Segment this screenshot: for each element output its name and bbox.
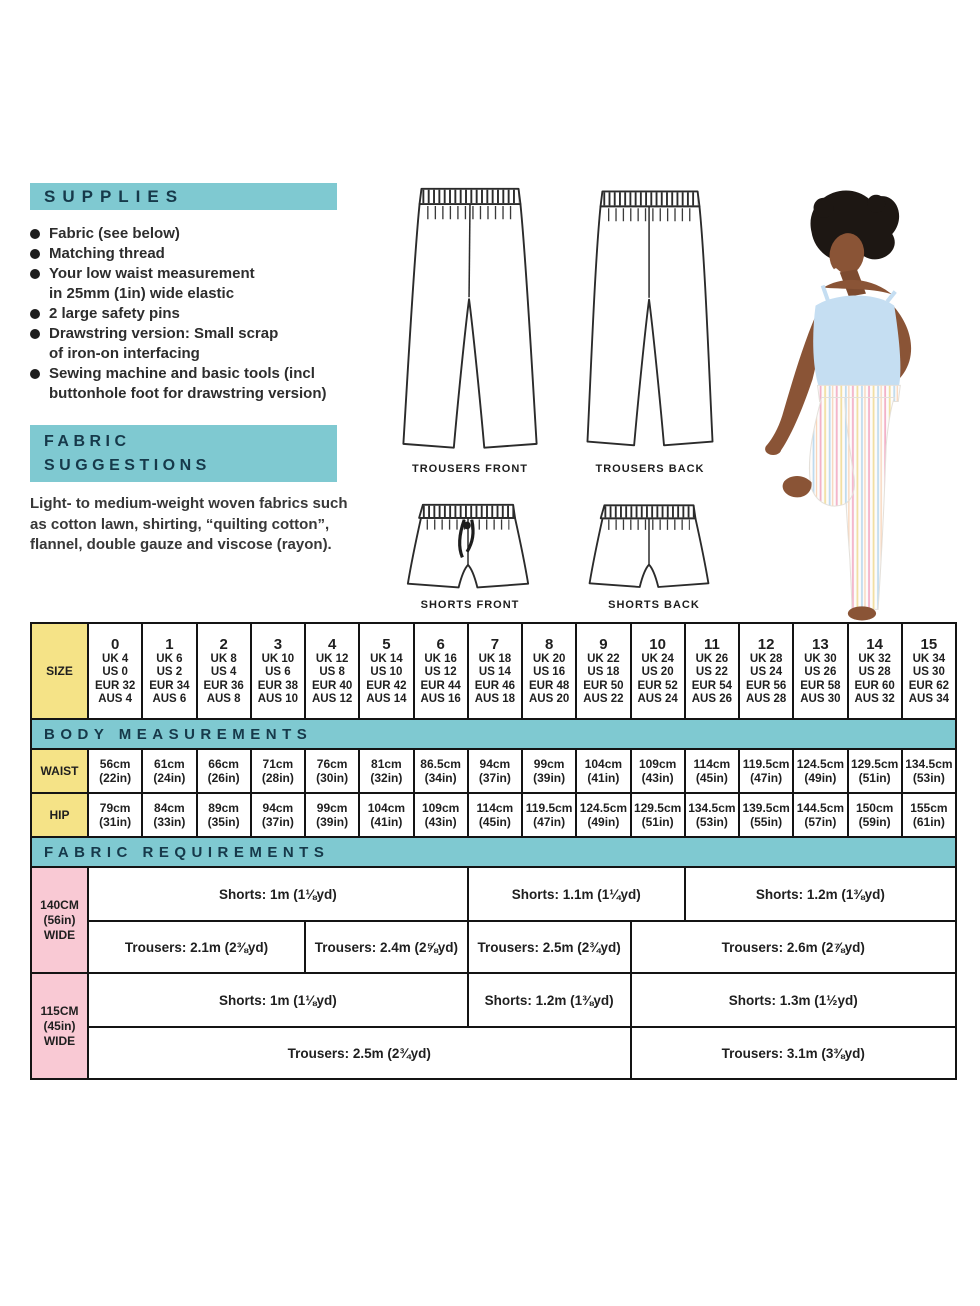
size-number: 12 [757, 635, 775, 653]
measurement-cell [358, 750, 412, 792]
measurement-cell [521, 794, 575, 836]
size-cell [575, 624, 629, 718]
measurement-cell [575, 750, 629, 792]
size-number: 2 [219, 635, 228, 653]
measurement-in: (53in) [912, 771, 945, 785]
measurement-in: (47in) [533, 815, 566, 829]
measurement-cm: 104cm [584, 756, 623, 771]
size-us: US 24 [750, 666, 783, 678]
measurement-cm: 139.5cm [742, 800, 790, 815]
size-number: 14 [866, 635, 883, 653]
fabric-requirement-cell: Shorts: 1.3m (1½yd) [630, 974, 956, 1026]
size-number: 1 [165, 635, 174, 653]
supplies-item [30, 364, 350, 404]
measurement-in: (45in) [695, 771, 728, 785]
supplies-list [30, 224, 350, 404]
measurement-cm: 124.5cm [796, 756, 845, 771]
size-us: US 26 [804, 666, 837, 678]
size-number: 6 [436, 635, 445, 653]
supplies-item [30, 304, 350, 324]
measurement-cell [575, 794, 629, 836]
size-cell [250, 624, 304, 718]
measurement-cell [901, 794, 955, 836]
size-aus: AUS 34 [908, 693, 950, 705]
size-eur: EUR 40 [311, 679, 353, 692]
measurement-cm: 76cm [316, 756, 348, 771]
measurement-cm: 86.5cm [420, 756, 461, 771]
size-aus: AUS 6 [152, 693, 187, 705]
measurement-cm: 61cm [154, 756, 185, 771]
measurement-in: (35in) [207, 815, 240, 829]
measurement-cell [87, 794, 141, 836]
size-cell [738, 624, 792, 718]
size-us: US 20 [641, 666, 674, 678]
measurement-in: (41in) [370, 815, 403, 829]
fabric-width-label: 115CM (45in) WIDE [32, 974, 87, 1078]
measurement-cell [196, 794, 250, 836]
measurement-cm: 114cm [476, 800, 514, 815]
size-us: US 22 [695, 666, 728, 678]
measurement-cell [467, 794, 521, 836]
model-photo [753, 172, 980, 624]
measurement-in: (45in) [478, 815, 511, 829]
size-uk: UK 18 [478, 652, 512, 665]
size-number: 3 [273, 635, 283, 653]
shorts-front-label: SHORTS FRONT [420, 599, 520, 611]
bullet-icon [30, 309, 40, 319]
size-cell [304, 624, 358, 718]
size-number: 5 [382, 635, 391, 653]
measurement-cm: 129.5cm [633, 800, 682, 815]
size-cell [358, 624, 412, 718]
body-measurements-title: BODY MEASUREMENTS [44, 726, 313, 743]
size-us: US 2 [156, 666, 183, 678]
size-number: 13 [812, 635, 829, 653]
measurement-in: (55in) [750, 815, 783, 829]
measurement-in: (47in) [750, 771, 783, 785]
size-eur: EUR 44 [420, 679, 461, 692]
measurement-cell [358, 794, 412, 836]
size-eur: EUR 34 [149, 679, 190, 692]
measurement-cell [684, 794, 738, 836]
fabric-requirements-title: FABRIC REQUIREMENTS [44, 844, 330, 861]
size-uk: UK 14 [370, 652, 403, 665]
measurement-in: (51in) [858, 771, 891, 785]
supplies-item-text: Fabric (see below) [49, 225, 180, 242]
size-aus: AUS 20 [528, 693, 570, 705]
measurement-in: (43in) [641, 771, 674, 785]
size-eur: EUR 38 [257, 679, 299, 692]
size-us: US 8 [319, 666, 345, 678]
size-eur: EUR 50 [583, 679, 624, 692]
bullet-icon [30, 229, 40, 239]
size-uk: UK 24 [641, 652, 674, 665]
supplies-item-text: Your low waist measurement in 25mm (1in) wide elastic [49, 265, 255, 302]
measurement-cm: 79cm [99, 800, 131, 815]
size-us: US 28 [858, 666, 891, 678]
size-uk: UK 8 [210, 652, 237, 665]
size-cell [141, 624, 195, 718]
measurement-in: (28in) [261, 771, 294, 785]
measurement-in: (57in) [804, 815, 837, 829]
fabric-requirements-header [32, 836, 955, 866]
size-us: US 0 [102, 666, 128, 678]
measurement-in: (59in) [858, 815, 891, 829]
measurement-cell [792, 794, 846, 836]
fabric-requirement-cell: Trousers: 2.4m (2⅝yd) [304, 920, 467, 972]
size-and-fabric-tables [30, 622, 957, 1080]
size-number: 11 [703, 635, 720, 653]
measurement-cell [413, 794, 467, 836]
measurement-cell [738, 750, 792, 792]
measurement-in: (37in) [478, 771, 511, 785]
measurement-in: (22in) [99, 771, 132, 785]
hip-row-label: HIP [32, 794, 87, 836]
fabric-requirement-cell: Trousers: 3.1m (3⅜yd) [630, 1026, 956, 1078]
measurement-cell [413, 750, 467, 792]
measurement-cm: 134.5cm [688, 800, 736, 815]
measurement-cm: 94cm [479, 756, 511, 771]
trousers-front-label: TROUSERS FRONT [411, 463, 529, 475]
measurement-cm: 94cm [262, 800, 294, 815]
measurement-cell [901, 750, 955, 792]
measurement-cm: 104cm [367, 800, 406, 815]
supplies-item [30, 324, 350, 364]
fabric-requirement-cell: Trousers: 2.5m (2¾yd) [87, 1026, 630, 1078]
size-aus: AUS 16 [420, 693, 461, 705]
measurement-cm: 89cm [208, 800, 239, 815]
trousers-front-drawing [394, 185, 546, 461]
size-cell [901, 624, 955, 718]
supplies-header [30, 183, 337, 210]
size-number: 8 [544, 635, 554, 653]
size-uk: UK 28 [749, 652, 783, 665]
measurement-cm: 71cm [262, 756, 294, 771]
measurement-in: (32in) [370, 771, 403, 785]
measurement-cell [250, 794, 304, 836]
size-cell [467, 624, 521, 718]
measurement-cell [684, 750, 738, 792]
size-uk: UK 32 [858, 652, 891, 665]
fabric-requirement-cell: Shorts: 1m (1⅛yd) [87, 868, 467, 920]
shorts-back-label: SHORTS BACK [608, 599, 700, 611]
size-cell [684, 624, 738, 718]
measurement-in: (51in) [641, 815, 674, 829]
measurement-cm: 155cm [910, 800, 948, 815]
fabric-requirement-cell: Shorts: 1.1m (1¼yd) [467, 868, 684, 920]
size-aus: AUS 10 [257, 693, 299, 705]
size-aus: AUS 28 [745, 693, 787, 705]
size-eur: EUR 48 [528, 679, 570, 692]
measurement-cm: 119.5cm [525, 800, 573, 815]
size-us: US 30 [912, 666, 945, 678]
size-eur: EUR 32 [94, 679, 136, 692]
technical-drawings [388, 183, 743, 623]
size-cell [847, 624, 901, 718]
fabric-requirement-cell: Trousers: 2.6m (2⅞yd) [630, 920, 956, 972]
size-number: 4 [327, 635, 337, 653]
measurement-in: (49in) [804, 771, 837, 785]
size-aus: AUS 4 [98, 693, 133, 705]
size-aus: AUS 14 [366, 693, 407, 705]
fabric-requirement-cell: Shorts: 1m (1⅛yd) [87, 974, 467, 1026]
measurement-cell [630, 794, 684, 836]
waist-row-label: WAIST [32, 750, 87, 792]
size-us: US 4 [210, 666, 237, 678]
fabric-requirement-cell: Shorts: 1.2m (1⅜yd) [684, 868, 955, 920]
size-eur: EUR 42 [366, 679, 407, 692]
size-uk: UK 22 [587, 652, 620, 665]
supplies-item [30, 224, 350, 244]
size-uk: UK 26 [695, 652, 729, 665]
size-header-cell: SIZE [32, 624, 87, 718]
measurement-in: (33in) [153, 815, 186, 829]
size-aus: AUS 26 [691, 693, 733, 705]
fabric-width-label: 140CM (56in) WIDE [32, 868, 87, 972]
supplies-item [30, 264, 350, 304]
size-aus: AUS 12 [311, 693, 353, 705]
measurement-cell [250, 750, 304, 792]
measurement-in: (37in) [261, 815, 294, 829]
size-uk: UK 34 [912, 652, 946, 665]
measurement-cm: 81cm [371, 756, 402, 771]
measurement-cm: 99cm [316, 800, 348, 815]
measurement-cm: 144.5cm [796, 800, 845, 815]
bullet-icon [30, 369, 40, 379]
size-us: US 12 [424, 666, 457, 678]
size-eur: EUR 52 [637, 679, 678, 692]
measurement-in: (31in) [99, 815, 132, 829]
measurement-cm: 129.5cm [850, 756, 899, 771]
body-measurements-header [32, 718, 955, 748]
size-aus: AUS 18 [474, 693, 516, 705]
size-cell [630, 624, 684, 718]
size-eur: EUR 36 [203, 679, 244, 692]
size-uk: UK 30 [804, 652, 837, 665]
shorts-front-drawing [400, 501, 536, 595]
measurement-cm: 56cm [99, 756, 131, 771]
size-eur: EUR 56 [745, 679, 787, 692]
measurement-in: (49in) [587, 815, 620, 829]
size-uk: UK 20 [532, 652, 566, 665]
measurement-cell [141, 750, 195, 792]
fabric-requirements-140 [32, 866, 955, 972]
measurement-cm: 124.5cm [579, 800, 628, 815]
fabric-requirement-cell: Shorts: 1.2m (1⅜yd) [467, 974, 630, 1026]
supplies-item-text: 2 large safety pins [49, 305, 180, 322]
size-cell [792, 624, 846, 718]
size-uk: UK 6 [156, 652, 183, 665]
fabric-requirement-cell: Trousers: 2.1m (2⅜yd) [87, 920, 304, 972]
size-eur: EUR 46 [474, 679, 516, 692]
size-us: US 14 [478, 666, 511, 678]
measurement-cell [196, 750, 250, 792]
measurement-in: (24in) [153, 771, 186, 785]
measurement-cell [141, 794, 195, 836]
measurement-cm: 99cm [533, 756, 565, 771]
hip-row [32, 792, 955, 836]
measurement-cell [847, 794, 901, 836]
measurement-in: (39in) [316, 815, 349, 829]
size-aus: AUS 24 [637, 693, 678, 705]
size-aus: AUS 30 [800, 693, 841, 705]
bullet-icon [30, 269, 40, 279]
size-uk: UK 4 [102, 652, 129, 665]
size-number: 15 [920, 635, 938, 653]
size-aus: AUS 22 [583, 693, 624, 705]
size-eur: EUR 54 [691, 679, 733, 692]
size-eur: EUR 62 [908, 679, 950, 692]
size-uk: UK 16 [424, 652, 457, 665]
size-us: US 6 [265, 666, 291, 678]
measurement-cm: 84cm [154, 800, 185, 815]
size-us: US 16 [533, 666, 566, 678]
measurement-cm: 150cm [855, 800, 894, 815]
measurement-cell [630, 750, 684, 792]
size-us: US 10 [370, 666, 403, 678]
measurement-cell [467, 750, 521, 792]
size-uk: UK 10 [261, 652, 295, 665]
supplies-item-text: Sewing machine and basic tools (incl buttonhole foot for drawstring version) [49, 365, 327, 402]
measurement-cm: 114cm [693, 756, 731, 771]
measurement-in: (39in) [533, 771, 566, 785]
measurement-cell [738, 794, 792, 836]
measurement-cm: 134.5cm [905, 756, 953, 771]
measurement-cell [304, 750, 358, 792]
measurement-cell [847, 750, 901, 792]
waist-row [32, 748, 955, 792]
size-aus: AUS 32 [854, 693, 895, 705]
bullet-icon [30, 249, 40, 259]
size-number: 7 [490, 635, 500, 653]
size-cell [87, 624, 141, 718]
measurement-cm: 109cm [638, 756, 677, 771]
supplies-item [30, 244, 350, 264]
trousers-back-label: TROUSERS BACK [595, 463, 705, 475]
supplies-title: SUPPLIES [44, 187, 185, 206]
size-eur: EUR 60 [854, 679, 895, 692]
measurement-in: (43in) [424, 815, 457, 829]
measurement-in: (53in) [695, 815, 728, 829]
size-number: 0 [110, 635, 120, 653]
measurement-cm: 119.5cm [742, 756, 790, 771]
fabric-requirement-cell: Trousers: 2.5m (2¾yd) [467, 920, 630, 972]
size-us: US 18 [587, 666, 620, 678]
fabric-requirements-115 [32, 972, 955, 1078]
size-table [32, 624, 955, 718]
measurement-in: (61in) [912, 815, 945, 829]
measurement-cell [792, 750, 846, 792]
size-cell [521, 624, 575, 718]
fabric-suggestions-text: Light- to medium-weight woven fabrics such as cotton lawn, shirting, “quilting cotton”, flannel, double gauze and viscose (rayon). [30, 495, 348, 553]
shorts-back-drawing [584, 501, 714, 595]
supplies-item-text: Matching thread [49, 245, 165, 262]
measurement-in: (34in) [424, 771, 457, 785]
size-eur: EUR 58 [800, 679, 841, 692]
measurement-cell [521, 750, 575, 792]
measurement-cm: 66cm [208, 756, 239, 771]
measurement-cm: 109cm [421, 800, 460, 815]
measurement-in: (26in) [207, 771, 240, 785]
size-cell [413, 624, 467, 718]
measurement-in: (41in) [587, 771, 620, 785]
measurement-in: (30in) [316, 771, 349, 785]
fabric-suggestions-header: FABRIC SUGGESTIONS [30, 425, 337, 482]
size-cell [196, 624, 250, 718]
size-uk: UK 12 [315, 652, 349, 665]
measurement-cell [87, 750, 141, 792]
measurement-cell [304, 794, 358, 836]
bullet-icon [30, 329, 40, 339]
size-number: 10 [649, 635, 666, 653]
trousers-back-drawing [580, 185, 720, 461]
supplies-item-text: Drawstring version: Small scrap of iron-on interfacing [49, 325, 279, 362]
size-number: 9 [599, 635, 608, 653]
size-aus: AUS 8 [206, 693, 241, 705]
